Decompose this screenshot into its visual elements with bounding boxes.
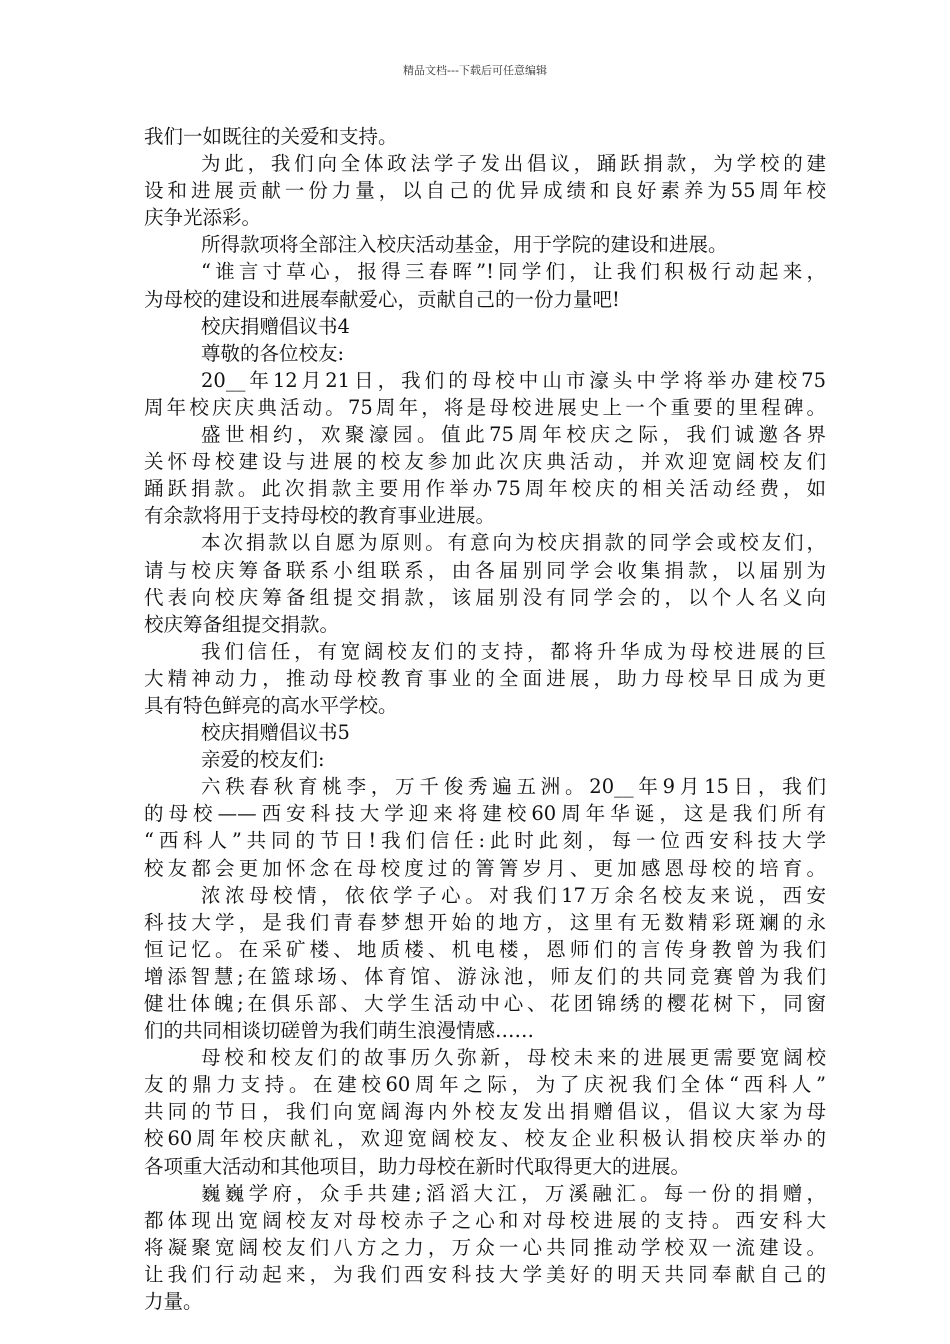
text-line: 踊跃捐款。此次捐款主要用作举办75周年校庆的相关活动经费，如 <box>144 477 826 501</box>
text-line: 力量。 <box>144 1290 203 1314</box>
text-line: 们的共同相谈切磋曾为我们萌生浪漫情感…… <box>144 1019 535 1043</box>
text-line: 大精神动力，推动母校教育事业的全面进展，助力母校早日成为更 <box>144 666 826 690</box>
text-line: 校庆筹备组提交捐款。 <box>144 612 340 636</box>
text-line: 健壮体魄;在俱乐部、大学生活动中心、花团锦绣的樱花树下，同窗 <box>144 992 826 1015</box>
text-line: “西科人”共同的节日!我们信任:此时此刻，每一位西安科技大学 <box>144 829 826 853</box>
text-line: 设和进展贡献一份力量，以自己的优异成绩和良好素养为55周年校 <box>144 179 826 203</box>
text-line: 有余款将用于支持母校的教育事业进展。 <box>144 504 496 528</box>
text-line: 校60周年校庆献礼，欢迎宽阔校友、校友企业积极认捐校庆举办的 <box>144 1127 826 1151</box>
text-line: 恒记忆。在采矿楼、地质楼、机电楼，恩师们的言传身教曾为我们 <box>144 937 826 961</box>
text-line: 本次捐款以自愿为原则。有意向为校庆捐款的同学会或校友们， <box>201 531 826 555</box>
text-line: 浓浓母校情，依依学子心。对我们17万余名校友来说，西安 <box>201 883 826 907</box>
text-line: 我们信任，有宽阔校友们的支持，都将升华成为母校进展的巨 <box>201 639 826 663</box>
text-line: 代表向校庆筹备组提交捐款，该届别没有同学会的，以个人名义向 <box>144 585 826 609</box>
text-line: 六秩春秋育桃李，万千俊秀遍五洲。20__年9月15日，我们 <box>201 775 826 799</box>
text-line: 巍巍学府，众手共建;滔滔大江，万溪融汇。每一份的捐赠， <box>201 1181 826 1205</box>
text-line: 尊敬的各位校友: <box>201 341 345 365</box>
text-line: 将凝聚宽阔校友们八方之力，万众一心共同推动学校双一流建设。 <box>144 1235 826 1259</box>
text-line: 的母校——西安科技大学迎来将建校60周年华诞，这是我们所有 <box>144 802 826 826</box>
text-line: 共同的节日，我们向宽阔海内外校友发出捐赠倡议，倡议大家为母 <box>144 1100 826 1124</box>
text-line: 为母校的建设和进展奉献爱心，贡献自己的一份力量吧! <box>144 287 620 311</box>
text-line: 让我们行动起来，为我们西安科技大学美好的明天共同奉献自己的 <box>144 1262 826 1286</box>
text-line: 都体现出宽阔校友对母校赤子之心和对母校进展的支持。西安科大 <box>144 1208 826 1232</box>
text-line: 盛世相约，欢聚濠园。值此75周年校庆之际，我们诚邀各界 <box>201 423 826 447</box>
text-line: 各项重大活动和其他项目，助力母校在新时代取得更大的进展。 <box>144 1154 691 1178</box>
text-line: 具有特色鲜亮的高水平学校。 <box>144 693 398 717</box>
text-line: 校庆捐赠倡议书4 <box>201 314 350 338</box>
text-line: 友的鼎力支持。在建校60周年之际，为了庆祝我们全体“西科人” <box>144 1073 826 1097</box>
text-line: 所得款项将全部注入校庆活动基金，用于学院的建设和进展。 <box>201 233 728 257</box>
document-body <box>144 123 826 1315</box>
text-line: 校庆捐赠倡议书5 <box>201 721 350 745</box>
text-line: 我们一如既往的关爱和支持。 <box>144 125 398 148</box>
text-line: 亲爱的校友们: <box>201 748 325 772</box>
text-line: 关怀母校建设与进展的校友参加此次庆典活动，并欢迎宽阔校友们 <box>144 450 826 474</box>
text-line: 校友都会更加怀念在母校度过的箐箐岁月、更加感恩母校的培育。 <box>144 856 826 880</box>
text-line: 为此，我们向全体政法学子发出倡议，踊跃捐款，为学校的建 <box>201 152 826 176</box>
text-line: 20__年12月21日，我们的母校中山市濠头中学将举办建校75 <box>201 368 826 392</box>
text-line: 庆争光添彩。 <box>144 206 262 230</box>
page-header: 精品文档---下载后可任意编辑 <box>403 64 547 77</box>
text-line: 科技大学，是我们青春梦想开始的地方，这里有无数精彩斑斓的永 <box>144 910 826 934</box>
text-line: 周年校庆庆典活动。75周年，将是母校进展史上一个重要的里程碑。 <box>144 395 826 419</box>
text-line: 请与校庆筹备联系小组联系，由各届别同学会收集捐款，以届别为 <box>144 558 826 582</box>
text-line: 母校和校友们的故事历久弥新，母校未来的进展更需要宽阔校 <box>201 1046 826 1070</box>
text-line: “谁言寸草心，报得三春晖”!同学们，让我们积极行动起来， <box>201 260 826 284</box>
text-line: 增添智慧;在篮球场、体育馆、游泳池，师友们的共同竞赛曾为我们 <box>144 964 826 988</box>
